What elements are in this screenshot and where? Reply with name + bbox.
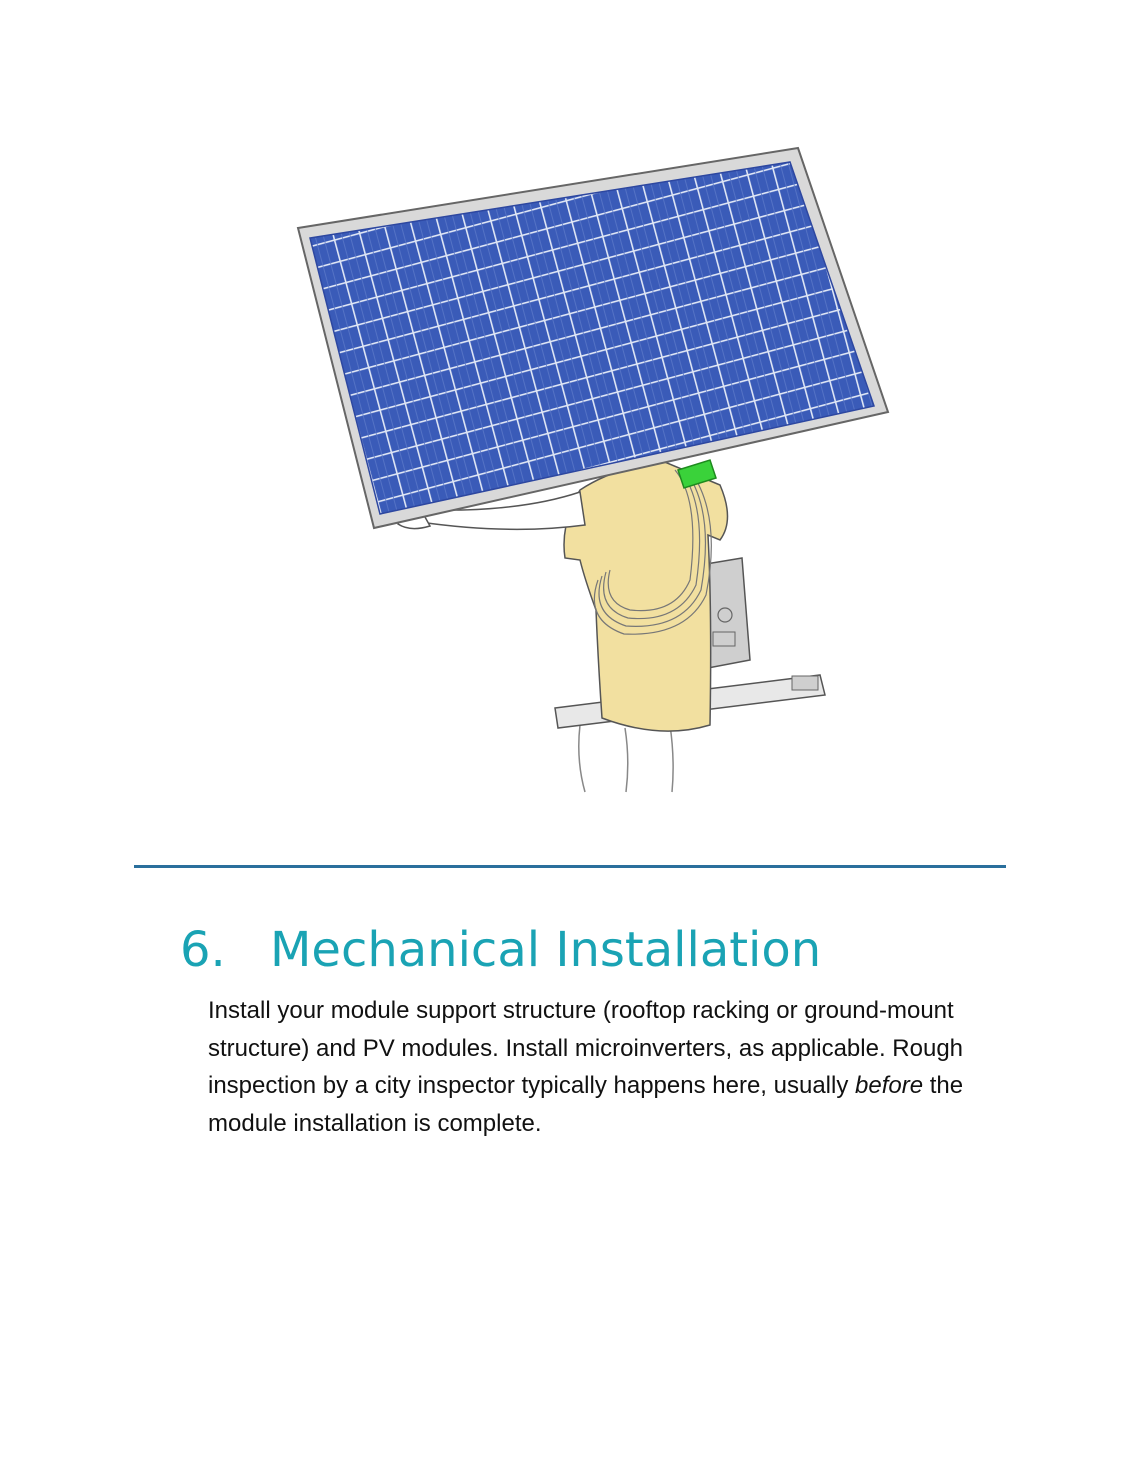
body-text-part-2: the module installation is complete. — [208, 1072, 964, 1137]
body-text-part-1: Install your module support structure (rooftop racking or ground-mount structure) and PV modules. Install microinverters, as applicable. Rough inspection by a city inspector typically happens here, usually — [208, 997, 964, 1099]
section-body-text — [208, 992, 988, 1142]
section-title: Mechanical Installation — [270, 922, 822, 979]
solar-panel — [298, 148, 888, 528]
body-text-emphasis: before — [855, 1072, 924, 1099]
legs — [579, 725, 673, 792]
shirt — [564, 460, 728, 731]
section-heading — [180, 910, 821, 990]
section-divider — [134, 865, 1006, 868]
section-number: 6. — [180, 922, 226, 979]
solar-panel-installer-illustration — [280, 140, 920, 800]
